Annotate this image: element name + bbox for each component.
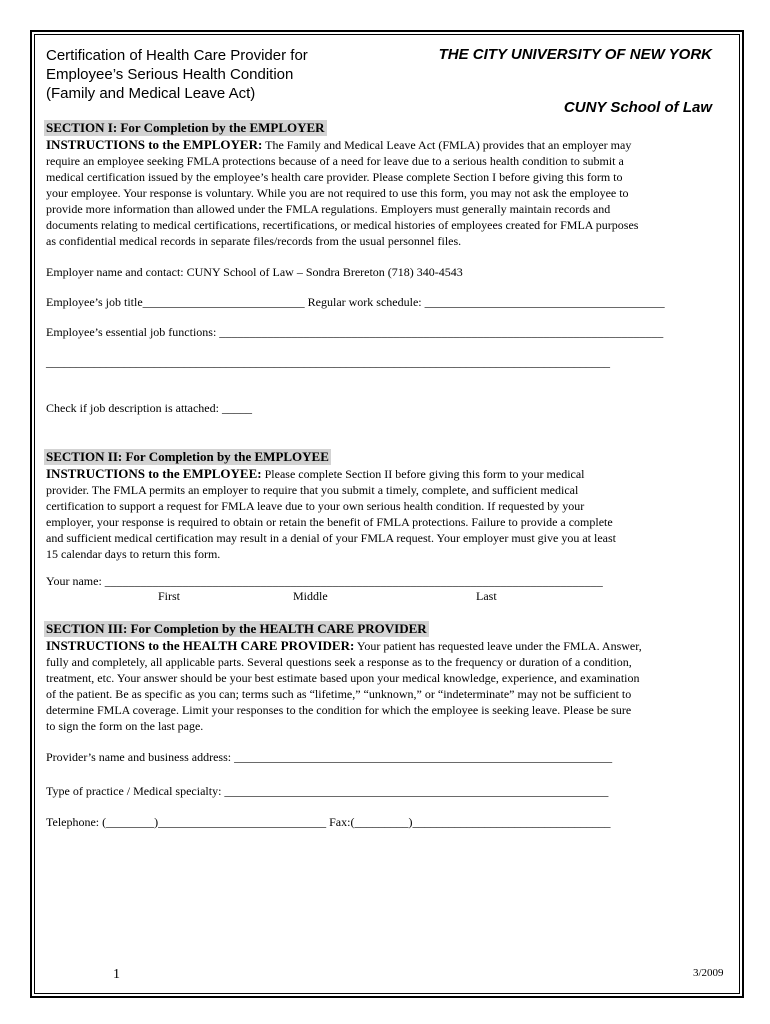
section-1-instructions-line: require an employee seeking FMLA protections because of a need for leave due to a serious health condition to submit a: [46, 154, 624, 168]
middle-name-label: Middle: [293, 589, 328, 603]
page-number: 1: [113, 967, 120, 982]
form-title: [46, 46, 308, 103]
section-1-instructions-label: INSTRUCTIONS to the EMPLOYER:: [46, 137, 263, 152]
medical-specialty-field[interactable]: Type of practice / Medical specialty: ________________________________________________________________: [46, 784, 609, 798]
section-3-instructions-label: INSTRUCTIONS to the HEALTH CARE PROVIDER:: [46, 638, 355, 653]
form-title-line-1: Certification of Health Care Provider for: [46, 47, 308, 64]
section-3-title: SECTION III: For Completion by the HEALTH CARE PROVIDER: [46, 621, 427, 636]
employee-name-field[interactable]: Your name: ___________________________________________________________________________________: [46, 574, 603, 588]
form-title-line-2: Employee’s Serious Health Condition: [46, 66, 294, 83]
essential-functions-field-continued[interactable]: ______________________________________________________________________________________________: [46, 355, 610, 369]
section-3-instructions-line: to sign the form on the last page.: [46, 719, 204, 733]
job-title-schedule-field[interactable]: Employee’s job title___________________________ Regular work schedule: ________________________________________: [46, 295, 665, 309]
section-3-instructions-line: fully and completely, all applicable parts. Several questions seek a response as to the frequency or duration of a condition,: [46, 655, 632, 669]
section-2-instructions-line: 15 calendar days to return this form.: [46, 547, 221, 561]
section-2-instructions-line: employer, your response is required to obtain or retain the benefit of FMLA protections. Failure to provide a complete: [46, 515, 613, 529]
section-3-instructions: [46, 638, 706, 734]
section-2-instructions-line: provider. The FMLA permits an employer to require that you submit a timely, complete, and sufficient medical: [46, 483, 579, 497]
form-title-line-3: (Family and Medical Leave Act): [46, 85, 256, 102]
section-2-instructions-line: and sufficient medical certification may result in a denial of your FMLA request. Your employer must give you at least: [46, 531, 616, 545]
section-2-instructions-label: INSTRUCTIONS to the EMPLOYEE:: [46, 466, 262, 481]
section-1-instructions-line: provide more information than allowed under the FMLA regulations. Employers must generally maintain records and: [46, 202, 611, 216]
essential-functions-field[interactable]: Employee’s essential job functions: __________________________________________________________________________: [46, 325, 664, 339]
first-name-label: First: [158, 589, 181, 603]
section-3-instructions-line: determine FMLA coverage. Limit your responses to the condition for which the employee is seeking leave. Please be sure: [46, 703, 632, 717]
section-1-instructions: [46, 137, 706, 249]
section-2-instructions-line: certification to support a request for FMLA leave due to your own serious health condition. If requested by your: [46, 499, 585, 513]
section-2-title: SECTION II: For Completion by the EMPLOYEE: [46, 449, 329, 464]
section-2-instructions-line: Please complete Section II before giving this form to your medical: [261, 467, 585, 481]
job-description-attached-field[interactable]: Check if job description is attached: _____: [46, 401, 252, 415]
section-1-instructions-line: medical certification issued by the employee’s health care provider. Please complete Section I before giving this form to: [46, 170, 623, 184]
section-3-instructions-line: of the patient. Be as specific as you can; terms such as “lifetime,” “unknown,” or “indeterminate” may not be sufficient to: [46, 687, 632, 701]
revision-date: 3/2009: [693, 967, 724, 979]
section-1-instructions-line: as confidential medical records in separate files/records from the usual personnel files.: [46, 234, 462, 248]
school-name: CUNY School of Law: [563, 99, 712, 116]
telephone-fax-field[interactable]: Telephone: (________)____________________________ Fax:(_________)_________________________________: [46, 815, 611, 829]
section-3-instructions-line: treatment, etc. Your answer should be your best estimate based upon your medical knowledge, experience, and examination: [46, 671, 640, 685]
section-1-instructions-line: your employee. Your response is voluntary. While you are not required to use this form, you may not ask the employee to: [46, 186, 629, 200]
provider-address-field[interactable]: Provider’s name and business address: _______________________________________________________________: [46, 750, 613, 764]
section-1-title: SECTION I: For Completion by the EMPLOYER: [46, 120, 325, 135]
university-name: THE CITY UNIVERSITY OF NEW YORK: [438, 46, 712, 63]
section-3-instructions-line: Your patient has requested leave under the FMLA. Answer,: [354, 639, 642, 653]
section-1-instructions-line: The Family and Medical Leave Act (FMLA) provides that an employer may: [262, 138, 632, 152]
section-2-instructions: [46, 466, 706, 562]
last-name-label: Last: [476, 589, 497, 603]
section-1-instructions-line: documents relating to medical certifications, recertifications, or medical histories of employees created for FMLA purposes: [46, 218, 639, 232]
employer-contact: Employer name and contact: CUNY School of Law – Sondra Brereton (718) 340-4543: [46, 265, 463, 279]
